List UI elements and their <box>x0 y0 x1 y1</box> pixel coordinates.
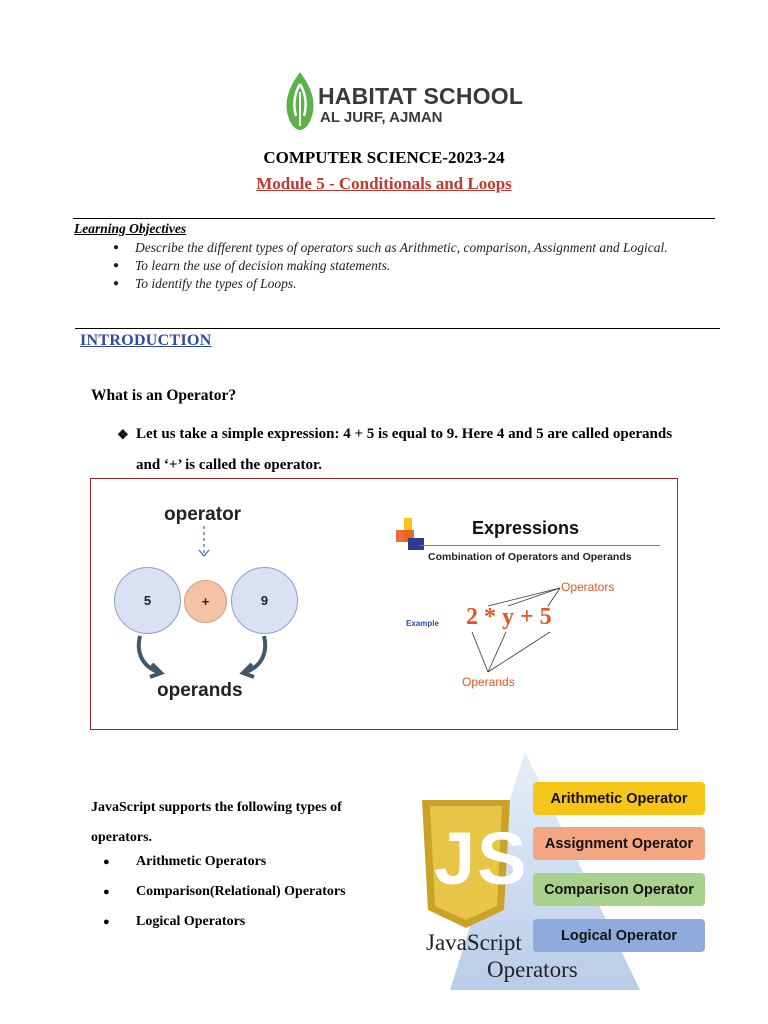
dashed-arrow-icon <box>196 526 212 560</box>
operand-circle-left: 5 <box>114 567 181 634</box>
operands-label: operands <box>157 680 243 701</box>
annotation-lines <box>460 584 570 678</box>
list-item: ● To identify the types of Loops. <box>110 275 710 293</box>
js-caption-line1: JavaScript <box>426 930 522 955</box>
divider-top <box>73 218 715 219</box>
operator-circle: + <box>184 580 227 623</box>
list-item: ● Describe the different types of operators such as Arithmetic, comparison, Assignment and Logical. <box>110 239 710 257</box>
school-name: HABITAT SCHOOL <box>318 83 524 109</box>
operators-annotation: Operators <box>561 580 615 594</box>
list-item: ● Comparison(Relational) Operators <box>103 880 346 910</box>
course-title: COMPUTER SCIENCE-2023-24 <box>263 148 505 167</box>
operator-label: operator <box>164 504 242 525</box>
pill-arithmetic-operator: Arithmetic Operator <box>533 782 705 815</box>
pill-comparison-operator: Comparison Operator <box>533 873 705 906</box>
example-expression: 2 * y + 5 <box>466 604 552 630</box>
diamond-bullet-icon: ❖ <box>117 427 129 442</box>
school-logo-icon <box>282 70 318 132</box>
divider-bottom <box>75 328 720 329</box>
curved-arrow-right-icon <box>236 634 270 680</box>
operands-annotation: Operands <box>462 675 515 689</box>
learning-objectives-list <box>110 239 710 293</box>
operand-circle-right: 9 <box>231 567 298 634</box>
js-caption-line2: Operators <box>487 957 578 982</box>
learning-objectives-heading: Learning Objectives <box>74 221 187 236</box>
pill-logical-operator: Logical Operator <box>533 919 705 952</box>
js-logo-letters: JS <box>434 817 529 900</box>
list-item: ● Logical Operators <box>103 910 346 940</box>
example-label: Example <box>406 619 439 628</box>
operator-question: What is an Operator? <box>91 387 237 404</box>
js-operators-list <box>103 850 346 940</box>
operator-explanation-text: Let us take a simple expression: 4 + 5 is equal to 9. Here 4 and 5 are called operands and ‘+’ is called the operator. <box>136 426 673 473</box>
curved-arrow-left-icon <box>134 634 168 680</box>
pill-assignment-operator: Assignment Operator <box>533 827 705 860</box>
operator-explanation <box>117 419 677 481</box>
expressions-underline <box>420 545 660 546</box>
list-item: ● Arithmetic Operators <box>103 850 346 880</box>
expressions-subtitle: Combination of Operators and Operands <box>428 551 632 563</box>
expressions-title: Expressions <box>472 518 580 538</box>
js-operators-intro: JavaScript supports the following types of operators. <box>91 800 342 845</box>
school-location: AL JURF, AJMAN <box>320 109 443 126</box>
list-item: ● To learn the use of decision making statements. <box>110 257 710 275</box>
introduction-heading: INTRODUCTION <box>80 332 212 349</box>
expression-accent-icon <box>396 518 426 554</box>
module-title: Module 5 - Conditionals and Loops <box>256 174 512 193</box>
